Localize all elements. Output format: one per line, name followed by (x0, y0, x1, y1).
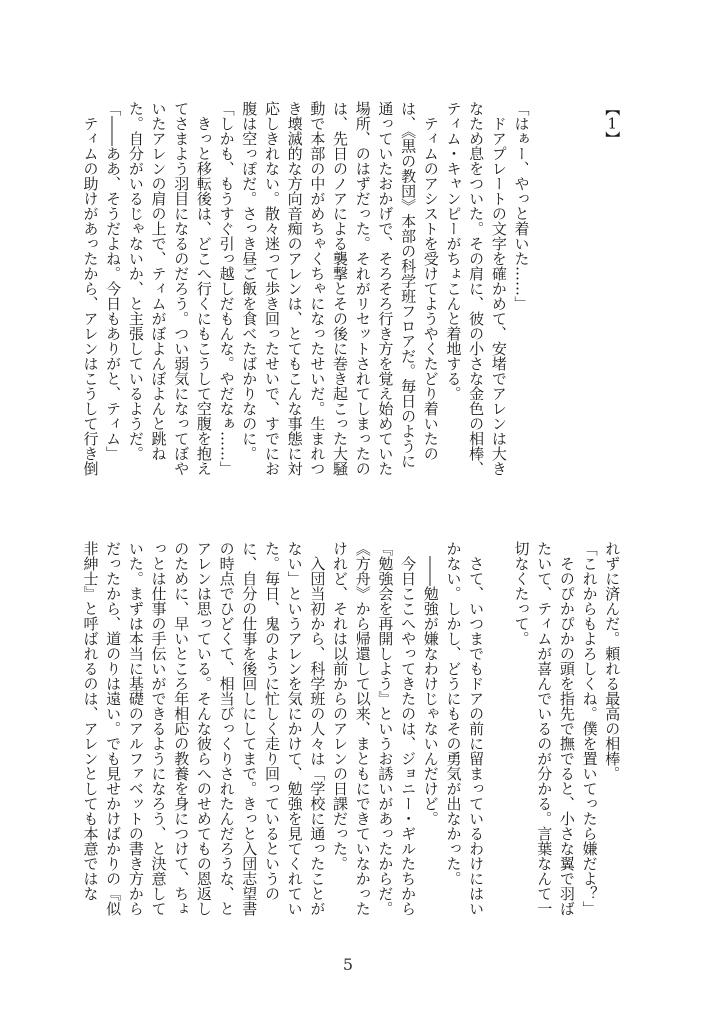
text-line: そのぴかぴかの頭を指先で撫でると、小さな翼で羽ば (557, 541, 576, 916)
text-line: 応しきれない。散々迷って歩き回ったせいで、すでにお (262, 101, 281, 476)
upper-text-tier (79, 101, 624, 479)
blank-line (555, 101, 578, 479)
text-line: は、《黒の教団》本部の科学班フロアだ。毎日のように (399, 101, 418, 469)
blank-line (487, 541, 510, 919)
text-line: のために、早いところ年相応の教養を身につけて、ちょ (172, 541, 191, 916)
text-line: いた。まずは本当に基礎のアルファベットの書き方から (126, 541, 145, 916)
text-line: ――勉強が嫌なわけじゃないんだけど。 (421, 541, 440, 826)
text-line: 「はぁー、やっと着いた……」 (512, 101, 531, 311)
text-line: なため息をついた。その肩に、彼の小さな金色の相棒、 (467, 101, 486, 476)
text-line: 腹は空っぽだ。さっき昼ご飯を食べたばかりなのに。 (240, 101, 259, 461)
text-line: いたアレンの肩の上で、ティムがぼよんぼよんと跳ね (149, 101, 168, 461)
blank-line (533, 101, 556, 479)
blank-line (578, 101, 601, 479)
text-line: 場所、のはずだった。それがリセットされてしまったの (353, 101, 372, 476)
text-line: に、自分の仕事を後回しにしてまで。きっと入団志望書 (240, 541, 259, 916)
text-line: 通っていたおかげで、そろそろ行き方を覚え始めていた (376, 101, 395, 476)
text-line: 「しかも、もうすぐ引っ越しだもんな。やだなぁ……」 (217, 101, 236, 476)
text-line: けれど、それは以前からのアレンの日課だった。 (331, 541, 350, 871)
text-line: きっと移転後は、どこへ行くにもこうして空腹を抱え (194, 101, 213, 476)
text-line: てさまよう羽目になるのだろう。つい弱気になってぼや (172, 101, 191, 476)
text-line: ドアプレートの文字を確かめて、安堵でアレンは大き (489, 101, 508, 476)
text-line: た。毎日、鬼のように忙しく走り回っているというの (262, 541, 281, 901)
chapter-heading (601, 101, 624, 479)
text-line: れずに済んだ。頼れる最高の相棒。 (603, 541, 622, 781)
text-line: ティムのアシストを受けてようやくたどり着いたの (421, 101, 440, 461)
text-line: 「――ああ、そうだよね。今日もありがと、ティム」 (104, 101, 123, 461)
lower-text-tier (79, 541, 624, 919)
text-line: き壊滅的な方向音痴のアレンは、とてもこんな事態に対 (285, 101, 304, 476)
text-line: っとは仕事の手伝いができるようになろう、と決意して (149, 541, 168, 916)
text-line: かない。しかし、どうにもその勇気が出なかった。 (444, 541, 463, 886)
text-line: 今日ここへやってきたのは、ジョニー・ギルたちから (399, 541, 418, 916)
text-line: た。自分がいるじゃないか、と主張しているようだ。 (126, 101, 145, 461)
text-line: アレンは思っている。そんな彼らへのせめてもの恩返し (194, 541, 213, 916)
text-line: 入団当初から、科学班の人々は「学校に通ったことが (308, 541, 327, 916)
text-line: さて、いつまでもドアの前に留まっているわけにはい (467, 541, 486, 916)
text-line: ティムの助けがあったから、アレンはこうして行き倒 (81, 101, 100, 476)
text-line: の時点でひどくて、相当びっくりされたんだろうな、と (217, 541, 236, 916)
text-line: たいて、ティムが喜んでいるのが分かる。言葉なんて一 (535, 541, 554, 916)
page-number: 5 (342, 955, 354, 974)
text-line: ティム・キャンピーがちょこんと着地する。 (444, 101, 463, 401)
heading-number: 1 (607, 116, 618, 131)
text-line: 切なくたって。 (512, 541, 531, 646)
heading-close-bracket: 】 (603, 131, 622, 146)
text-line: ない」というアレンを気にかけて、勉強を見てくれてい (285, 541, 304, 916)
heading-open-bracket: 【 (603, 101, 622, 116)
text-line: 「これからもよろしくね。僕を置いてったら嫌だよ？」 (580, 541, 599, 916)
text-line: 『勉強会を再開しよう』というお誘いがあったからだ。 (376, 541, 395, 916)
text-line: 非紳士』と呼ばれるのは、アレンとしても本意ではな (81, 541, 100, 901)
text-line: 《方舟》から帰還して以来、まともにできていなかった (353, 541, 372, 916)
text-line: 動で本部の中がめちゃくちゃになったせいだ。生まれつ (308, 101, 327, 476)
text-line: は、先日のノアによる襲撃とその後に巻き起こった大騒 (331, 101, 350, 476)
text-line: だったから、道のりは遠い。でも見せかけばかりの『似 (104, 541, 123, 916)
